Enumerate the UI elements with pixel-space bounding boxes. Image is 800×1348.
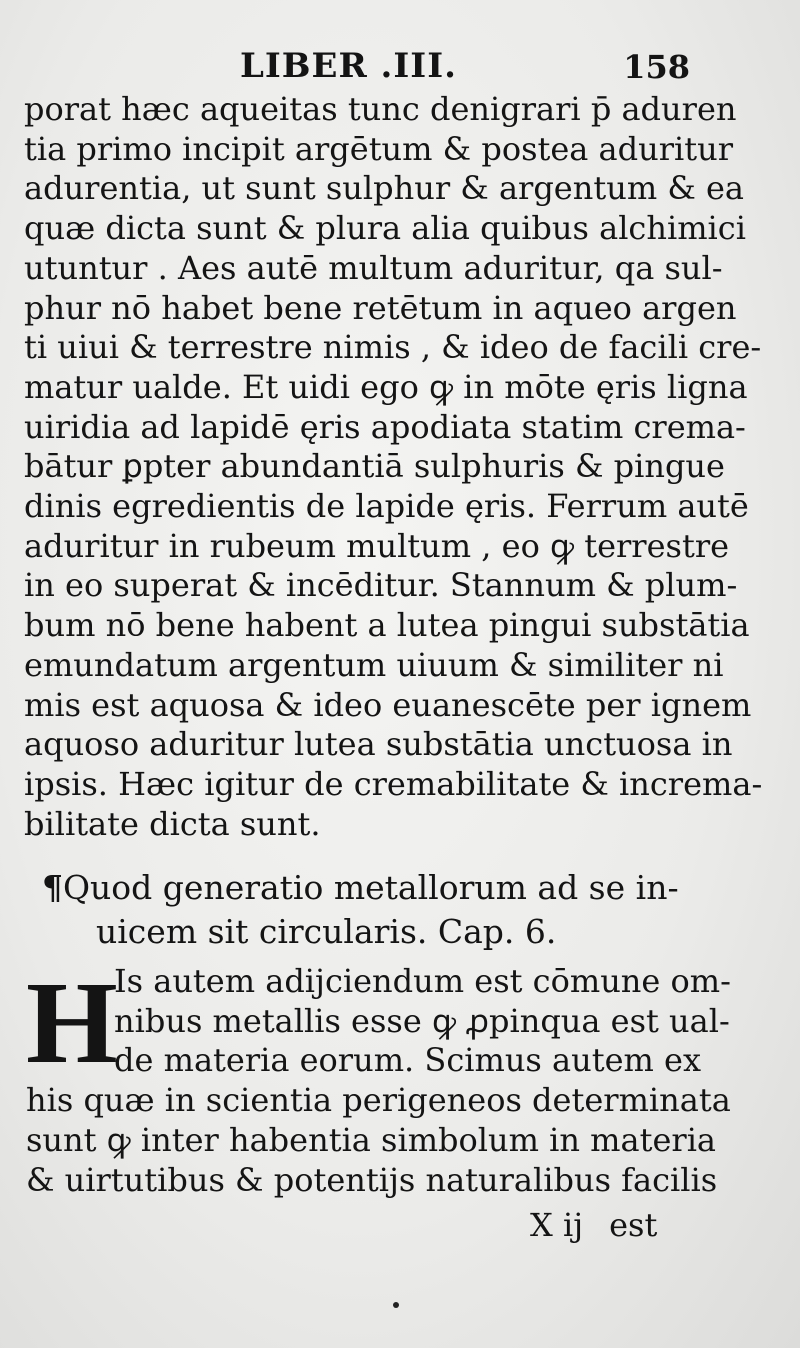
text-line: bātur ꝑpter abundantiā sulphuris & pingue (24, 447, 725, 486)
page-header (30, 46, 690, 94)
chapter-text (26, 957, 731, 1200)
page-number: 158 (623, 48, 690, 86)
text-line: quæ dicta sunt & plura alia quibus alchimici (24, 209, 746, 248)
text-line: phur nō habet bene retētum in aqueo argen (24, 288, 737, 327)
ink-dot (393, 1302, 399, 1308)
body-text (24, 90, 763, 844)
text-line: & uirtutibus & potentijs naturalibus facilis (26, 1160, 718, 1199)
text-line: matur ualde. Et uidi ego ꝙ in mōte ęris ligna (24, 367, 748, 406)
text-line: emundatum argentum uiuum & similiter ni (24, 645, 724, 684)
catchword: est (609, 1206, 658, 1244)
catchword-line (530, 1206, 683, 1244)
text-line: ipsis. Hæc igitur de cremabilitate & increma- (24, 764, 763, 803)
chapter-heading (42, 866, 679, 954)
text-line: sunt ꝙ inter habentia simbolum in materia (26, 1120, 717, 1159)
text-line: ti uiui & terrestre nimis , & ideo de facili cre- (24, 328, 762, 367)
chapter-title-part1: Quod generatio metallorum ad se in- (63, 868, 679, 907)
chapter-title-part2: uicem sit circularis. Cap. 6. (96, 912, 557, 951)
signature-mark: X ij (530, 1206, 584, 1244)
text-line: uiridia ad lapidē ęris apodiata statim crema- (24, 407, 746, 446)
text-line: aduritur in rubeum multum , eo ꝙ terrestre (24, 526, 730, 565)
text-line: tia primo incipit argētum & postea aduritur (24, 129, 734, 168)
text-line-last: bilitate dicta sunt. (24, 804, 321, 843)
text-line: dinis egredientis de lapide ęris. Ferrum autē (24, 487, 749, 526)
running-title: LIBER .III. (240, 46, 457, 86)
text-line: in eo superat & incēditur. Stannum & plum- (24, 566, 738, 605)
text-line: his quæ in scientia perigeneos determinata (26, 1081, 731, 1120)
text-line: mis est aquosa & ideo euanescēte per ignem (24, 685, 752, 724)
text-line: porat hæc aqueitas tunc denigrari p̄ aduren (24, 90, 737, 128)
text-line: Is autem adijciendum est cōmune om- (114, 962, 731, 1000)
drop-cap-initial: H (26, 957, 118, 1088)
text-line: adurentia, ut sunt sulphur & argentum & ea (24, 169, 744, 208)
text-line: aquoso aduritur lutea substātia unctuosa in (24, 725, 733, 764)
text-line: utuntur . Aes autē multum aduritur, qa sul- (24, 248, 723, 287)
pilcrow-icon: ¶ (42, 868, 63, 907)
text-line: de materia eorum. Scimus autem ex (114, 1041, 701, 1080)
chapter-heading-line (42, 866, 679, 910)
text-line: nibus metallis esse ꝙ ꝓpinqua est ual- (114, 1001, 730, 1040)
text-line: bum nō bene habent a lutea pingui substātia (24, 606, 750, 645)
